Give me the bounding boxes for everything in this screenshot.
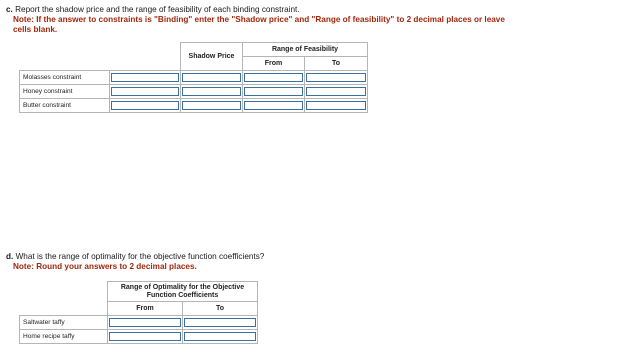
honey-to-input[interactable] xyxy=(306,87,366,96)
optimality-table xyxy=(19,281,258,344)
header-feasibility-to: To xyxy=(305,57,368,71)
question-c-note-line1: Note: If the answer to constraints is "Binding" enter the "Shadow price" and "Range of feasibility" to 2 decimal places or leave xyxy=(13,15,505,24)
butter-status-input[interactable] xyxy=(111,101,179,110)
butter-shadow-price-input[interactable] xyxy=(182,101,241,110)
honey-from-input[interactable] xyxy=(244,87,303,96)
question-d xyxy=(6,252,264,262)
saltwater-taffy-to-input[interactable] xyxy=(184,318,256,327)
table-row xyxy=(20,71,368,85)
table-row xyxy=(20,85,368,99)
molasses-status-input[interactable] xyxy=(111,73,179,82)
header-shadow-price: Shadow Price xyxy=(181,43,243,71)
optimality-table-corner xyxy=(20,282,108,316)
row-label-saltwater-taffy: Saltwater taffy xyxy=(20,316,108,330)
table-row xyxy=(20,330,258,344)
honey-status-input[interactable] xyxy=(111,87,179,96)
question-c-letter: c. xyxy=(6,5,13,14)
header-range-of-feasibility: Range of Feasibility xyxy=(243,43,368,57)
row-label-honey: Honey constraint xyxy=(20,85,110,99)
row-label-home-recipe-taffy: Home recipe taffy xyxy=(20,330,108,344)
honey-shadow-price-input[interactable] xyxy=(182,87,241,96)
molasses-to-input[interactable] xyxy=(306,73,366,82)
header-optimality-to: To xyxy=(183,302,258,316)
feasibility-table xyxy=(19,42,368,113)
question-d-note: Note: Round your answers to 2 decimal places. xyxy=(13,262,197,271)
saltwater-taffy-from-input[interactable] xyxy=(109,318,181,327)
question-c-text: Report the shadow price and the range of feasibility of each binding constraint. xyxy=(15,5,300,14)
home-recipe-taffy-from-input[interactable] xyxy=(109,332,181,341)
home-recipe-taffy-to-input[interactable] xyxy=(184,332,256,341)
header-feasibility-from: From xyxy=(243,57,305,71)
header-optimality-from: From xyxy=(108,302,183,316)
row-label-molasses: Molasses constraint xyxy=(20,71,110,85)
table-row xyxy=(20,316,258,330)
butter-from-input[interactable] xyxy=(244,101,303,110)
question-c xyxy=(6,5,300,15)
feasibility-table-corner xyxy=(20,43,110,71)
table-row xyxy=(20,99,368,113)
question-d-text: What is the range of optimality for the objective function coefficients? xyxy=(15,252,265,261)
question-c-note-line2: cells blank. xyxy=(13,25,58,34)
question-d-letter: d. xyxy=(6,252,14,261)
row-label-butter: Butter constraint xyxy=(20,99,110,113)
butter-to-input[interactable] xyxy=(306,101,366,110)
feasibility-table-spacer xyxy=(110,43,181,71)
header-range-of-optimality: Range of Optimality for the Objective Function Coefficients xyxy=(108,282,258,302)
molasses-from-input[interactable] xyxy=(244,73,303,82)
molasses-shadow-price-input[interactable] xyxy=(182,73,241,82)
